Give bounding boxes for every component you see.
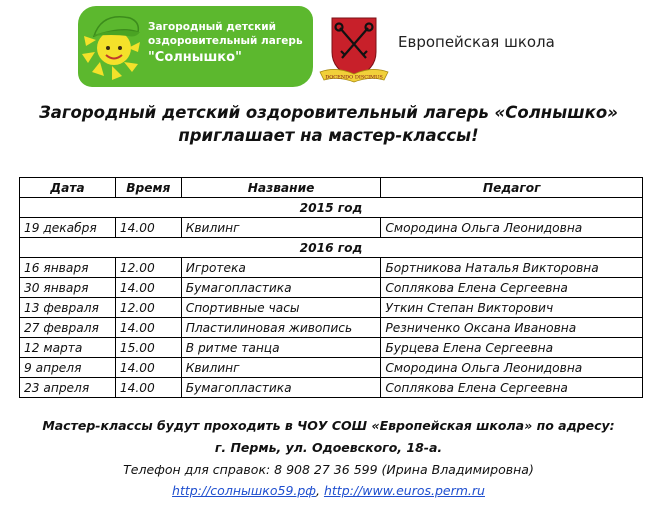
column-header-title: Название bbox=[181, 178, 381, 198]
venue-text: Мастер-классы будут проходить в ЧОУ СОШ «Европейская школа» по адресу: bbox=[42, 418, 615, 433]
year-row bbox=[20, 198, 643, 218]
camp-logo-line-1: Загородный детский bbox=[148, 21, 276, 33]
year-label: 2015 год bbox=[20, 198, 643, 218]
cell-time: 14.00 bbox=[115, 218, 181, 238]
camp-logo-name: "Солнышко" bbox=[148, 50, 242, 65]
column-header-date: Дата bbox=[20, 178, 116, 198]
cell-teacher: Смородина Ольга Леонидовна bbox=[381, 358, 643, 378]
schedule-table-body bbox=[20, 198, 643, 398]
table-row bbox=[20, 318, 643, 338]
cell-title: Спортивные часы bbox=[181, 298, 381, 318]
school-name: Европейская школа bbox=[398, 33, 555, 51]
table-row bbox=[20, 218, 643, 238]
cell-title: Квилинг bbox=[181, 358, 381, 378]
cell-time: 12.00 bbox=[115, 298, 181, 318]
column-header-teacher: Педагог bbox=[381, 178, 643, 198]
cell-date: 12 марта bbox=[20, 338, 116, 358]
school-crest-icon bbox=[316, 14, 392, 88]
table-row bbox=[20, 338, 643, 358]
table-row bbox=[20, 258, 643, 278]
cell-teacher: Соплякова Елена Сергеевна bbox=[381, 278, 643, 298]
camp-logo bbox=[78, 6, 313, 87]
cell-title: Игротека bbox=[181, 258, 381, 278]
cell-teacher: Бортникова Наталья Викторовна bbox=[381, 258, 643, 278]
cell-time: 12.00 bbox=[115, 258, 181, 278]
cell-date: 13 февраля bbox=[20, 298, 116, 318]
column-header-time: Время bbox=[115, 178, 181, 198]
table-row bbox=[20, 278, 643, 298]
headline-line-2: приглашает на мастер-классы! bbox=[178, 126, 479, 145]
table-row bbox=[20, 358, 643, 378]
cell-date: 23 апреля bbox=[20, 378, 116, 398]
cell-teacher: Смородина Ольга Леонидовна bbox=[381, 218, 643, 238]
links-line bbox=[0, 483, 657, 498]
cell-time: 14.00 bbox=[115, 378, 181, 398]
schedule-table bbox=[19, 177, 643, 398]
cell-time: 14.00 bbox=[115, 358, 181, 378]
cell-date: 19 декабря bbox=[20, 218, 116, 238]
table-row bbox=[20, 378, 643, 398]
cell-title: Бумагопластика bbox=[181, 278, 381, 298]
cell-date: 16 января bbox=[20, 258, 116, 278]
cell-title: В ритме танца bbox=[181, 338, 381, 358]
phone-text: Телефон для справок: 8 908 27 36 599 (Ирина Владимировна) bbox=[123, 462, 534, 477]
table-header-row bbox=[20, 178, 643, 198]
link-separator: , bbox=[316, 483, 320, 498]
crest-motto: DOCENDO DISCIMUS bbox=[325, 74, 383, 81]
headline-line-1: Загородный детский оздоровительный лагерь «Солнышко» bbox=[39, 103, 618, 122]
camp-website-link[interactable]: http://солнышко59.рф bbox=[172, 483, 316, 498]
address-text: г. Пермь, ул. Одоевского, 18-а. bbox=[214, 440, 443, 455]
cell-teacher: Резниченко Оксана Ивановна bbox=[381, 318, 643, 338]
school-website-link[interactable]: http://www.euros.perm.ru bbox=[323, 483, 485, 498]
year-label: 2016 год bbox=[20, 238, 643, 258]
camp-logo-line-2: оздоровительный лагерь bbox=[148, 35, 303, 47]
cell-time: 14.00 bbox=[115, 278, 181, 298]
cell-teacher: Бурцева Елена Сергеевна bbox=[381, 338, 643, 358]
table-row bbox=[20, 298, 643, 318]
cell-title: Пластилиновая живопись bbox=[181, 318, 381, 338]
cell-date: 30 января bbox=[20, 278, 116, 298]
cell-time: 14.00 bbox=[115, 318, 181, 338]
cell-time: 15.00 bbox=[115, 338, 181, 358]
cell-title: Квилинг bbox=[181, 218, 381, 238]
cell-teacher: Уткин Степан Викторович bbox=[381, 298, 643, 318]
cell-date: 27 февраля bbox=[20, 318, 116, 338]
sun-mascot-icon bbox=[78, 6, 148, 87]
cell-title: Бумагопластика bbox=[181, 378, 381, 398]
cell-date: 9 апреля bbox=[20, 358, 116, 378]
year-row bbox=[20, 238, 643, 258]
cell-teacher: Соплякова Елена Сергеевна bbox=[381, 378, 643, 398]
